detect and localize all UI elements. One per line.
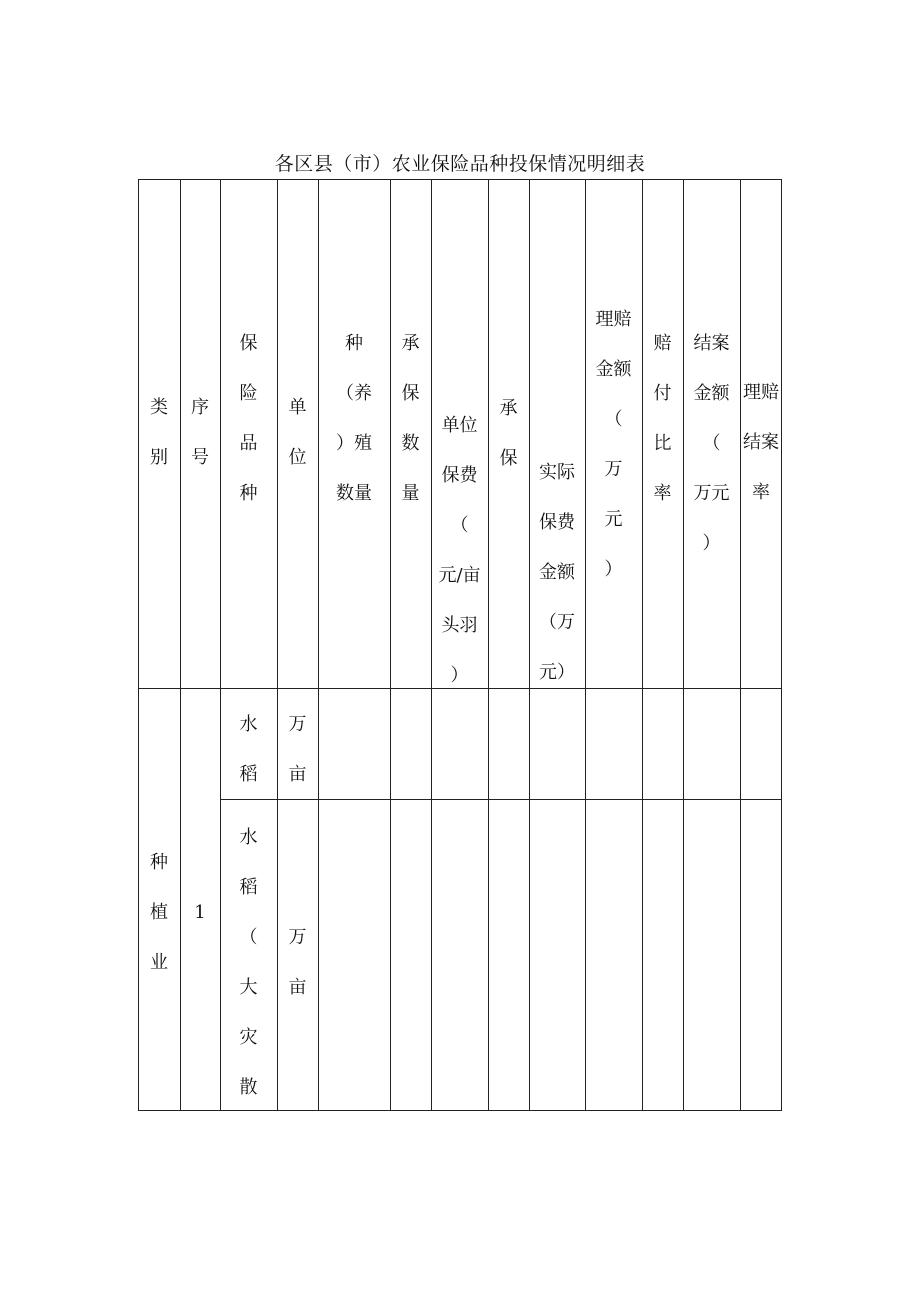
col-line — [781, 179, 782, 1111]
header-category: 类 别 — [150, 397, 168, 468]
header-settled-amount: 结案 金额 （ 万元 ） — [693, 333, 730, 554]
col-line — [740, 179, 741, 1111]
unit-cell-rice: 万 亩 — [288, 714, 307, 785]
header-payout-ratio: 赔 付 比 率 — [653, 333, 672, 504]
seq-cell: 1 — [194, 902, 206, 923]
header-claim-amount: 理赔 金额 （ 万 元 ） — [595, 309, 632, 580]
col-line — [488, 179, 489, 1111]
col-line — [180, 179, 181, 1111]
page-title: 各区县（市）农业保险品种投保情况明细表 — [274, 153, 646, 175]
header-planting-qty: 种 （养 ）殖 数量 — [336, 333, 372, 504]
insurance-detail-table — [138, 179, 782, 1111]
header-seq: 序 号 — [191, 397, 209, 468]
header-insured: 承 保 — [499, 398, 518, 469]
variety-cell-rice: 水 稻 — [239, 714, 258, 785]
header-actual-premium: 实际 保费 金额 （万 元） — [539, 462, 575, 683]
header-unit-premium: 单位 保费 （ 元/亩 头羽 ） — [438, 415, 481, 686]
category-cell: 种 植 业 — [150, 852, 168, 973]
header-variety: 保 险 品 种 — [239, 333, 258, 504]
variety-cell-rice-disaster: 水 稻 （ 大 灾 散 — [239, 827, 258, 1098]
table-border-top — [138, 179, 782, 180]
header-unit: 单 位 — [288, 397, 307, 468]
header-insured-qty: 承 保 数 量 — [401, 333, 420, 504]
unit-cell-rice-disaster: 万 亩 — [288, 927, 307, 998]
header-settlement-rate: 理赔 结案 率 — [743, 382, 779, 503]
